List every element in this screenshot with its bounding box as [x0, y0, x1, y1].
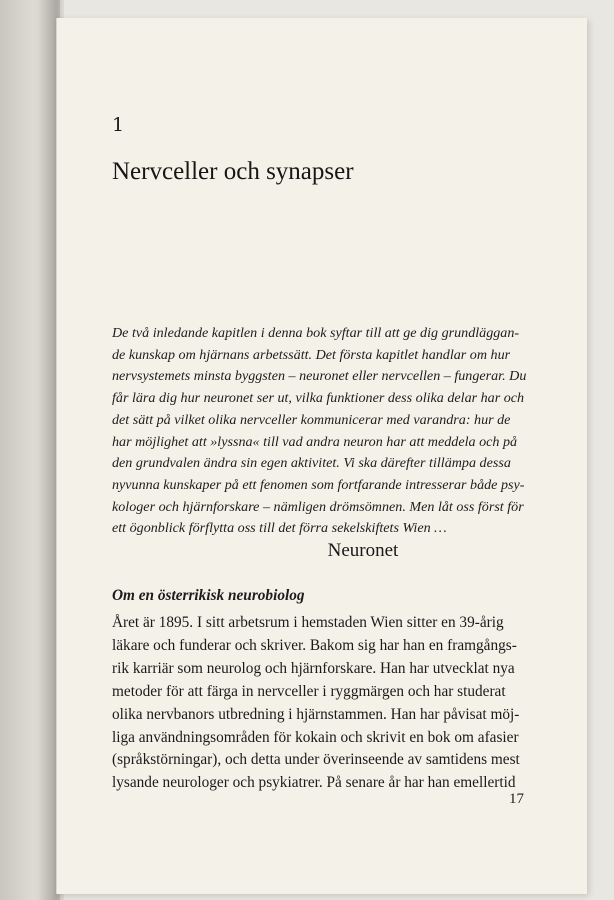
- body-line: olika nervbanors utbredning i hjärnstammen. Han har påvisat möj-: [112, 705, 520, 723]
- body-line: metoder för att färga in nervceller i ryggmärgen och har studerat: [112, 682, 506, 700]
- intro-line: nervsystemets minsta byggsten – neuronet eller nervcellen – fungerar. Du: [112, 368, 527, 385]
- intro-line: får lära dig hur neuronet ser ut, vilka funktioner dess olika delar har och: [112, 390, 525, 407]
- body-line: läkare och funderar och skriver. Bakom sig har han en framgångs-: [112, 636, 517, 654]
- chapter-intro: [112, 323, 526, 540]
- intro-line: De två inledande kapitlen i denna bok syftar till att ge dig grundläggan-: [112, 325, 520, 341]
- intro-line: ett ögonblick förflytta oss till det förra sekelskiftets Wien …: [112, 520, 447, 537]
- intro-line: det sätt på vilket olika nervceller kommunicerar med varandra: hur de: [112, 411, 511, 428]
- section-title-text: Neuronet: [327, 540, 399, 561]
- intro-line: de kunskap om hjärnans arbetssätt. Det första kapitlet handlar om hur: [112, 346, 511, 363]
- intro-line: har möjlighet att »lyssna« till vad andra neuron har att meddela och på: [112, 433, 518, 450]
- subsection-heading: Om en österrikisk neurobiolog: [112, 587, 305, 604]
- body-line: Året är 1895. I sitt arbetsrum i hemstaden Wien sitter en 39-årig: [112, 614, 504, 631]
- body-paragraph: [112, 612, 532, 795]
- body-line: liga användningsområden för kokain och skrivit en bok om afasier: [112, 728, 519, 746]
- section-title: [0, 540, 614, 562]
- page-number: 17: [509, 791, 524, 807]
- intro-line: nyvunna kunskaper på ett fenomen som fortfarande intresserar både psy-: [112, 476, 525, 493]
- intro-line: den grundvalen ändra sin egen aktivitet. Vi ska därefter tillämpa dessa: [112, 455, 511, 472]
- chapter-title: Nervceller och synapser: [112, 158, 354, 185]
- chapter-number: 1: [112, 114, 125, 136]
- body-line: (språkstörningar), och detta under överinseende av samtidens mest: [112, 751, 520, 769]
- body-line: rik karriär som neurolog och hjärnforskare. Han har utvecklat nya: [112, 659, 515, 677]
- intro-line: kologer och hjärnforskare – nämligen drömsömnen. Men låt oss först för: [112, 498, 524, 515]
- body-line: lysande neurologer och psykiatrer. På senare år har han emellertid: [112, 774, 516, 792]
